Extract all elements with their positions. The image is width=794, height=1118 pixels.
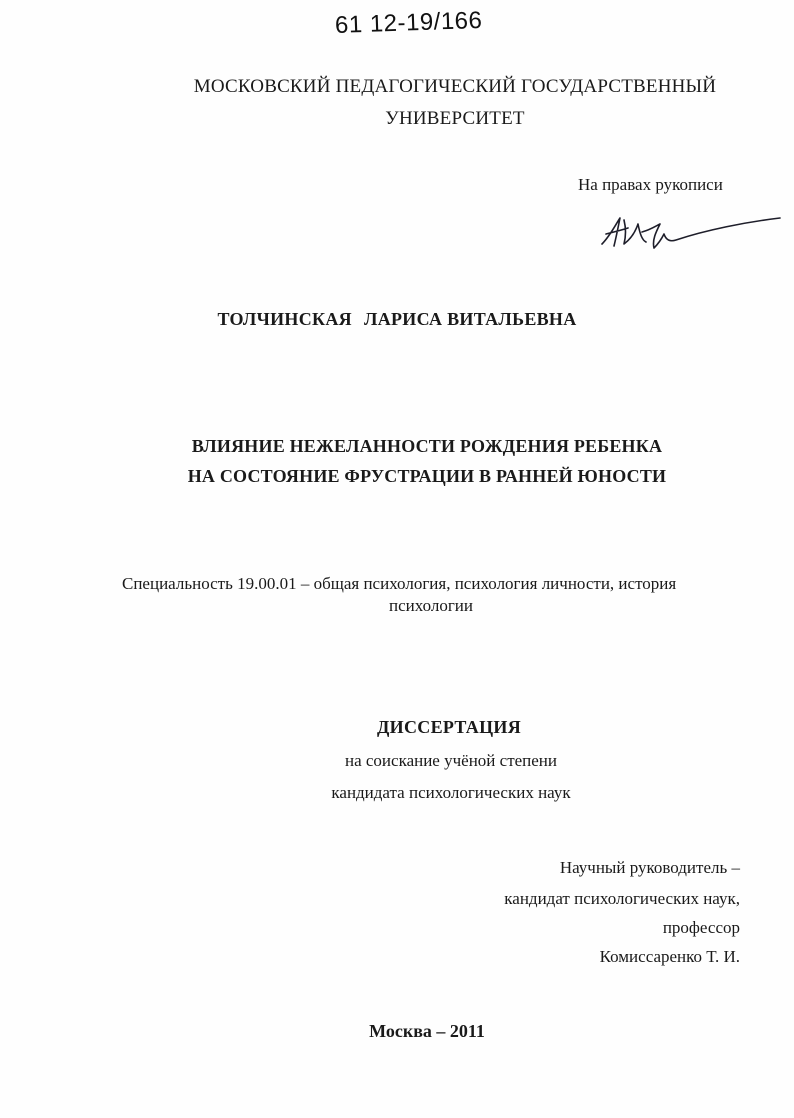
advisor-line3: профессор: [662, 918, 740, 937]
document-type: ДИССЕРТАЦИЯ: [376, 717, 521, 737]
archive-number: 61 12-19/166: [334, 6, 483, 39]
university-name-line2: [58, 108, 794, 130]
manuscript-rights: На правах рукописи: [578, 175, 723, 194]
advisor-line4: Комиссаренко Т. И.: [599, 947, 740, 966]
thesis-title-line1: ВЛИЯНИЕ НЕЖЕЛАННОСТИ РОЖДЕНИЯ РЕБЕНКА: [191, 436, 663, 456]
specialty-line1: Специальность 19.00.01 – общая психология, психология личности, история: [122, 574, 677, 593]
university-name-line1: МОСКОВСКИЙ ПЕДАГОГИЧЕСКИЙ ГОСУДАРСТВЕННЫЙ: [193, 76, 717, 97]
advisor-line1: Научный руководитель –: [559, 858, 740, 877]
signature-image: [596, 210, 786, 260]
degree-line2: кандидата психологических наук: [331, 783, 571, 802]
author-name: [0, 309, 794, 330]
specialty-line2: психологии: [388, 596, 474, 615]
degree-line1: на соискание учёной степени: [344, 751, 558, 770]
city-year: Москва – 2011: [369, 1021, 485, 1041]
author-surname: ТОЛЧИНСКАЯ: [217, 309, 352, 329]
author-given-names: ЛАРИСА ВИТАЛЬЕВНА: [363, 309, 577, 329]
university-name-line2-text: УНИВЕРСИТЕТ: [385, 108, 525, 129]
advisor-line2: кандидат психологических наук,: [504, 889, 740, 908]
thesis-title-line2: НА СОСТОЯНИЕ ФРУСТРАЦИИ В РАННЕЙ ЮНОСТИ: [187, 466, 667, 486]
